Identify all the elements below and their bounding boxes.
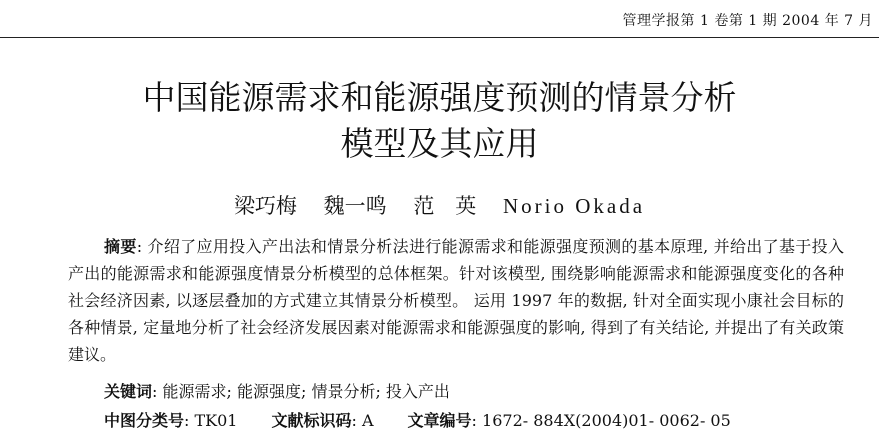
header-rule bbox=[0, 37, 879, 38]
doc-code-label: 文献标识码 bbox=[271, 411, 352, 430]
abstract bbox=[68, 233, 844, 368]
paper-title-line-1: 中国能源需求和能源强度预测的情景分析 bbox=[142, 78, 737, 117]
article-no-value: : 1672- 884X(2004)01- 0062- 05 bbox=[471, 411, 731, 430]
article-no-label: 文章编号 bbox=[407, 411, 472, 430]
abstract-text: : 介绍了应用投入产出法和情景分析法进行能源需求和能源强度预测的基本原理, 并给出了基于投入产出的能源需求和能源强度情景分析模型的总体框架。针对该模型, 围绕影响能源需求和能源强度变化的各种社会经济因素, 以逐层叠加的方式建立其情景分析模型。 运用 1997 年的数据, 针对全面实现小康社会目标的各种情景, 定量地分析了社会经济发展因素对能源需求和能源强度的影响, 得到了有关结论, 并提出了有关政策建议。 bbox=[68, 237, 844, 364]
keywords bbox=[104, 379, 450, 402]
clc-label: 中图分类号 bbox=[104, 411, 185, 430]
author-list bbox=[0, 190, 879, 220]
author-2: 魏一鸣 bbox=[323, 194, 387, 218]
keywords-label: 关键词 bbox=[104, 382, 153, 401]
keywords-text: : 能源需求; 能源强度; 情景分析; 投入产出 bbox=[152, 382, 450, 401]
author-4: Norio Okada bbox=[503, 194, 646, 218]
classification-line bbox=[104, 408, 731, 431]
doc-code-value: : A bbox=[351, 411, 374, 430]
author-1: 梁巧梅 bbox=[233, 194, 297, 218]
author-3: 范 英 bbox=[413, 194, 477, 218]
paper-title-line-2: 模型及其应用 bbox=[340, 124, 539, 163]
running-header: 管理学报第 1 卷第 1 期 2004 年 7 月 bbox=[622, 13, 873, 29]
clc-value: : TK01 bbox=[184, 411, 238, 430]
abstract-label: 摘要 bbox=[104, 237, 137, 256]
